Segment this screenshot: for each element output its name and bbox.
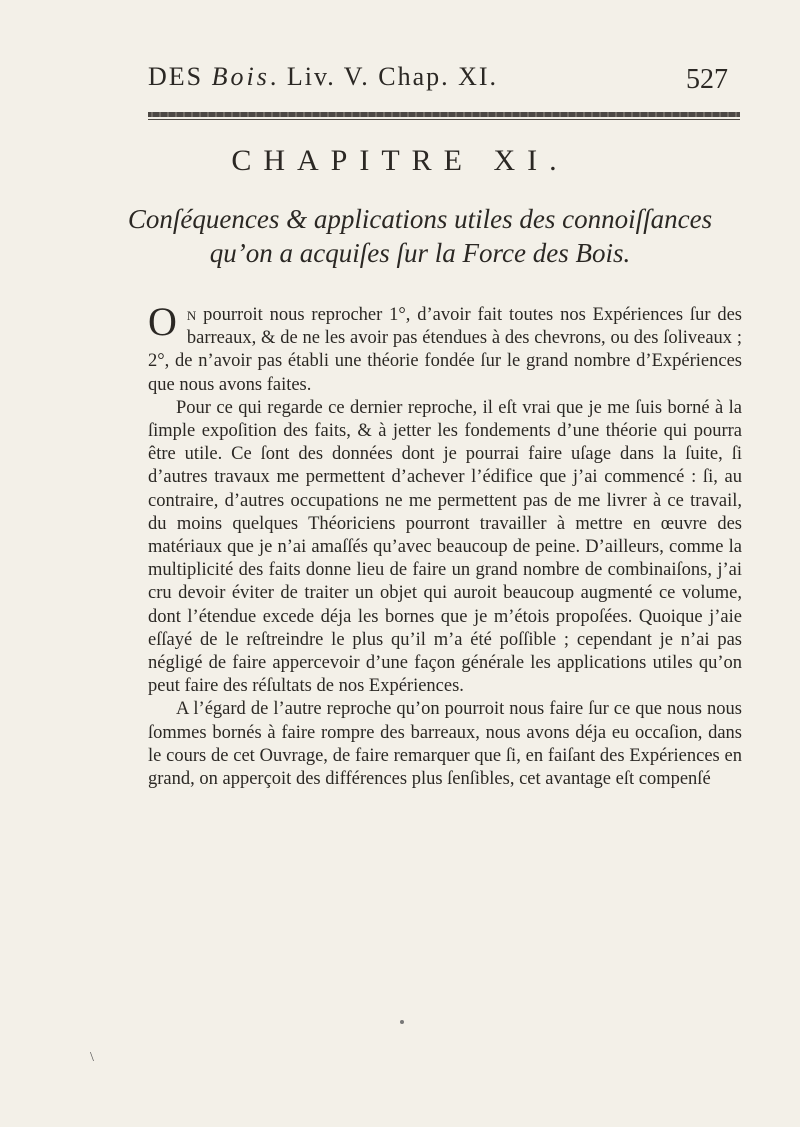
paragraph-1 — [148, 299, 742, 397]
stray-dot — [400, 1020, 404, 1024]
ornament-thin-rule — [148, 119, 740, 120]
first-word-rest: n — [186, 305, 197, 325]
running-title — [148, 62, 498, 92]
paragraph-2: Pour ce qui regarde ce dernier reproche, il eſt vrai que je me ſuis borné à la ſimple expoſition des faits, & à jetter les fondements d’une théorie qui pourra être utile. Ce ſont des données dont je pourrai faire uſage dans la ſuite, ſi d’autres travaux me permettent d’achever l’édifice que j’ai commencé : ſi, au contraire, d’autres occupations ne me permettent pas de me livrer à ce travail, du moins quelques Théoriciens pourront travailler à mettre en œuvre des matériaux que je n’ai amaſſés qu’avec beaucoup de peine. D’ailleurs, comme la multiplicité des faits donne lieu de faire un grand nombre de combinaiſons, j’ai cru devoir éviter de traiter un objet qui auroit beaucoup augmenté ce volume, dont l’étendue excede déja les bornes que je m’étois propoſées. Quoique j’aie eſſayé de le reſtreindre le plus qu’il m’a été poſſible ; cependant je n’ai pas négligé de faire appercevoir d’une façon générale les applications utiles qu’on peut faire des réſultats de nos Expériences. — [148, 397, 742, 697]
paragraph-1-text: pourroit nous reprocher 1°, d’avoir fait toutes nos Expériences ſur des barreaux, & de ne les avoir pas étendues à des chevrons, ou des ſoliveaux ; 2°, de n’avoir pas établi une théorie fondée ſur le grand nombre d’Expériences que nous avons faites. — [148, 305, 742, 395]
running-head — [148, 62, 728, 102]
running-title-prefix: DES — [148, 62, 212, 91]
running-title-suffix: . Liv. V. Chap. XI. — [269, 62, 499, 91]
body-text — [148, 299, 742, 791]
chapter-title: CHAPITRE XI. — [231, 144, 569, 177]
paragraph-3: A l’égard de l’autre reproche qu’on pourroit nous faire ſur ce que nous nous ſommes bornés à faire rompre des barreaux, nous avons déja eu occaſion, dans le cours de cet Ouvrage, de faire remarquer que ſi, en faiſant des Expériences en grand, on apperçoit des différences plus ſenſibles, cet avantage eſt compenſé — [148, 699, 742, 790]
ornamental-rule — [148, 112, 740, 122]
page-number: 527 — [686, 64, 728, 95]
drop-cap: O — [148, 299, 177, 344]
chapter-subtitle: Conſéquences & applications utiles des connoiſſances qu’on a acquiſes ſur la Force des Bois. — [127, 204, 713, 268]
stray-mark: \ — [90, 1050, 94, 1065]
ornament-band — [148, 112, 740, 117]
running-title-main: Bois — [211, 62, 270, 91]
